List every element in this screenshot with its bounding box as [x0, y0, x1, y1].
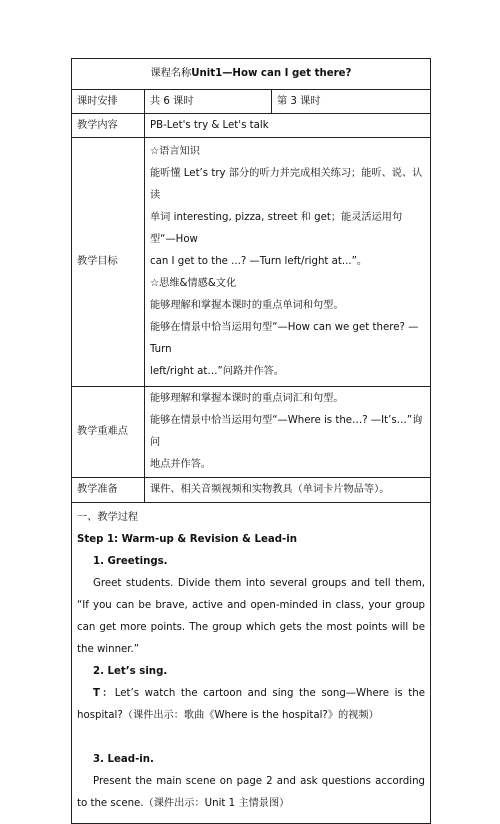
content-label: 教学内容	[72, 114, 145, 138]
schedule-current: 第 3 课时	[272, 90, 431, 114]
key-points-row	[72, 387, 431, 478]
schedule-label: 课时安排	[72, 90, 145, 114]
goals-row	[72, 138, 431, 387]
speaker-label: T：	[93, 688, 115, 699]
subsection-title: 2. Let’s sing.	[93, 666, 168, 677]
subsection-title: 1. Greetings.	[93, 556, 168, 567]
preparation-row	[72, 478, 431, 503]
goal-line: can I get to the ...? —Turn left/right at...”。	[150, 256, 368, 267]
schedule-total: 共 6 课时	[145, 90, 272, 114]
title-row	[72, 59, 431, 90]
content-row	[72, 114, 431, 138]
key-points-content	[145, 387, 431, 478]
paragraph	[77, 683, 425, 727]
subsection-title: 3. Lead-in.	[93, 754, 154, 765]
paragraph-text: Let’s watch the cartoon and sing the song—Where is the hospital?（课件出示：歌曲《Where is the hospital?》的视频）	[77, 688, 425, 721]
course-label: 课程名称	[150, 68, 192, 79]
process-row	[72, 503, 431, 824]
preparation-value: 课件、相关音频视频和实物教具（单词卡片物品等）。	[145, 478, 431, 503]
goal-line: left/right at…”问路并作答。	[150, 366, 284, 377]
goal-line: 能够在情景中恰当运用句型“—How can we get there? —Turn	[150, 322, 419, 355]
step-heading: Step 1: Warm-up & Revision & Lead-in	[77, 534, 298, 545]
schedule-row	[72, 90, 431, 114]
goal-line: 能够理解和掌握本课时的重点单词和句型。	[150, 300, 344, 311]
key-point-line: 能够理解和掌握本课时的重点词汇和句型。	[150, 393, 344, 404]
spacer	[77, 727, 425, 749]
course-name: Unit1—How can I get there?	[191, 68, 352, 79]
key-points-label: 教学重难点	[72, 387, 145, 478]
key-point-line: 地点并作答。	[150, 459, 212, 470]
paragraph: Greet students. Divide them into several groups and tell them, “If you can be brave, active and open-minded in class, your group can get more points. The group which gets the most points will be the winner.”	[77, 578, 425, 655]
goals-content	[145, 138, 431, 387]
content-value: PB-Let's try & Let's talk	[145, 114, 431, 138]
process-heading: 一、教学过程	[77, 512, 139, 523]
course-title	[72, 59, 431, 90]
lesson-plan-table	[71, 58, 431, 824]
paragraph: Present the main scene on page 2 and ask questions according to the scene.（课件出示：Unit 1 主情景图）	[77, 776, 425, 809]
key-point-line: 能够在情景中恰当运用句型“—Where is the…? —It’s…”询问	[150, 415, 423, 448]
goals-label: 教学目标	[72, 138, 145, 387]
goal-line: ☆语言知识	[150, 146, 200, 157]
process-content	[72, 503, 431, 824]
goal-line: 能听懂 Let’s try 部分的听力并完成相关练习；能听、说、认读	[150, 168, 423, 201]
goal-line: ☆思维&情感&文化	[150, 278, 237, 289]
goal-line: 单词 interesting, pizza, street 和 get；能灵活运用句型“—How	[150, 212, 403, 245]
preparation-label: 教学准备	[72, 478, 145, 503]
